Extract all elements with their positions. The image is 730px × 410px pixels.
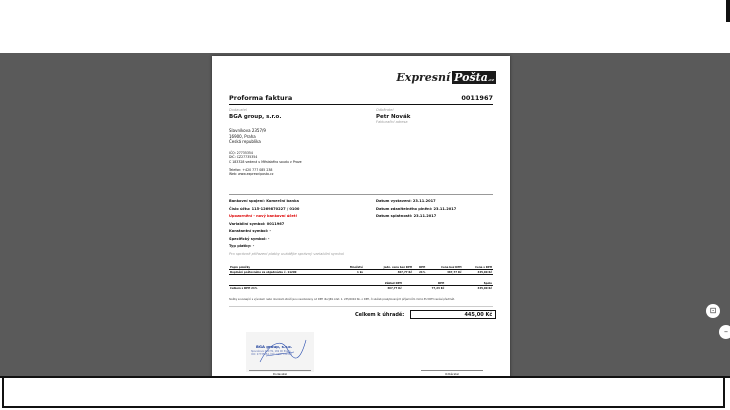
supplier-register: C 183328 vedená u Městského soudu v Praze <box>229 159 302 164</box>
stamp-details <box>251 350 311 357</box>
vat-col-vat: DPH <box>438 281 445 285</box>
cell-vat: 21% <box>413 270 426 275</box>
supplier-dic: DIČ: CZ27735354 <box>229 155 258 160</box>
stamp-line-2: IČO: 27735354, DIČ: CZ27735354 <box>251 353 292 357</box>
total-divider <box>229 306 493 307</box>
stamp-line-1: Slavníkova 2357/9, 169 00 Praha <box>251 350 291 353</box>
window-edge <box>726 0 730 22</box>
col-price-gross: Cena s DPH <box>463 265 493 270</box>
col-quantity: Množství <box>340 265 364 270</box>
logo-box <box>452 71 496 84</box>
bottom-panel-frame <box>2 378 725 408</box>
cell-price-net: 367,77 Kč <box>426 270 462 275</box>
supplier-label: Dodavatel <box>229 108 247 112</box>
supplier-country: Česká republika <box>229 139 261 145</box>
vat-cell-base: 367,77 Kč <box>348 286 403 291</box>
date-taxable: Datum zdanitelného plnění: 23.11.2017 <box>376 206 457 211</box>
brand-logo <box>396 71 496 84</box>
table-row <box>229 286 493 291</box>
invoice-number: 0011967 <box>461 94 493 102</box>
fit-page-button[interactable]: ⊡ <box>706 304 720 318</box>
table-row <box>229 270 493 275</box>
supplier-contact <box>229 168 369 177</box>
invoice-page <box>212 56 510 376</box>
vat-cell-vat: 77,23 Kč <box>403 286 445 291</box>
invoice-header <box>229 94 493 105</box>
supplier-web: Web: www.expresnipostа.cz <box>229 172 274 177</box>
logo-suffix: .cz <box>487 77 494 82</box>
vat-col-total: Spolu <box>483 281 492 285</box>
vat-summary-table <box>229 281 493 290</box>
vat-cell-label: Celkem s DPH 21% <box>229 286 348 291</box>
customer-block <box>376 108 496 124</box>
vat-col-base: Základ DPH <box>384 281 402 285</box>
supplier-city: 16900, Praha <box>229 133 256 139</box>
dates-info <box>376 198 496 221</box>
customer-note: Fakturační adresa <box>376 120 408 124</box>
zoom-out-button[interactable]: – <box>719 325 730 339</box>
payment-type: Typ platby: - <box>229 244 255 248</box>
account-warning: Upozornění - nový bankovní účet! <box>229 214 298 218</box>
col-description: Popis položky <box>229 265 340 270</box>
total-label: Celkem k úhradě: <box>355 311 405 318</box>
bank-name: Bankovní spojení: Komerční banka <box>229 199 299 203</box>
supplier-street: Slavníkova 2357/9 <box>229 128 266 133</box>
bottom-panel <box>0 376 730 410</box>
account-number: Číslo účtu: 115-1269870227 / 0100 <box>229 206 300 211</box>
payment-info <box>229 198 379 258</box>
col-price-net: Cena bez DPH <box>426 265 462 270</box>
date-issued: Datum vystavení: 23.11.2017 <box>376 199 436 203</box>
supplier-name: BGA group, s.r.o. <box>229 114 282 120</box>
specific-symbol: Specifický symbol: - <box>229 236 270 241</box>
customer-label: Odběratel <box>376 108 394 112</box>
col-unit-price: Jedn. cena bez DPH <box>364 265 413 270</box>
vat-cell-total: 445,00 Kč <box>445 286 493 291</box>
supplier-phone: Telefon: +420 777 085 238 <box>229 168 273 172</box>
company-stamp <box>246 332 314 372</box>
cell-price-gross: 445,00 Kč <box>463 270 493 275</box>
date-due: Datum splatnosti: 23.11.2017 <box>376 214 437 218</box>
cell-unit-price: 367,77 Kč <box>364 270 413 275</box>
total-value: 445,00 Kč <box>410 310 496 319</box>
logo-text-2: Pošta <box>454 71 488 84</box>
logo-text-1: Expresní <box>396 71 451 84</box>
invoice-title: Proforma faktura <box>229 94 293 102</box>
payment-note: Pro správné přiřazení platby uvádějte správný variabilní symbol <box>229 251 345 256</box>
supplier-address <box>229 128 369 145</box>
vat-footnote: Služby související s vývozem nebo dovozem zboží jsou osvobozeny od DPH dle §69 odst. 1. 235/2004 Sb. o DPH, či služeb poskytovaných příjemcům mimo EU DPH nenásí předmět. <box>229 298 455 301</box>
cell-quantity: 1 ks <box>340 270 364 275</box>
constant-symbol: Konstantní symbol: - <box>229 229 272 233</box>
document-viewer[interactable] <box>0 53 730 376</box>
supplier-ico: IČO: 27735354 <box>229 150 253 155</box>
customer-signature-line: Odběratel <box>421 370 483 376</box>
supplier-block <box>229 108 369 177</box>
col-vat: DPH <box>413 265 426 270</box>
section-divider <box>229 194 493 195</box>
total-due <box>355 310 496 319</box>
cell-description: Doplnění poštovného za objednávku č. 11290 <box>229 270 340 275</box>
supplier-ids <box>229 151 369 164</box>
supplier-signature-line: Dodavatel <box>249 370 311 376</box>
items-table <box>229 265 493 275</box>
stamp-name: BGA group, s.r.o. <box>256 344 293 349</box>
top-bar <box>0 0 730 53</box>
customer-name: Petr Novák <box>376 114 411 120</box>
variable-symbol: Variabilní symbol: 0011967 <box>229 221 285 226</box>
